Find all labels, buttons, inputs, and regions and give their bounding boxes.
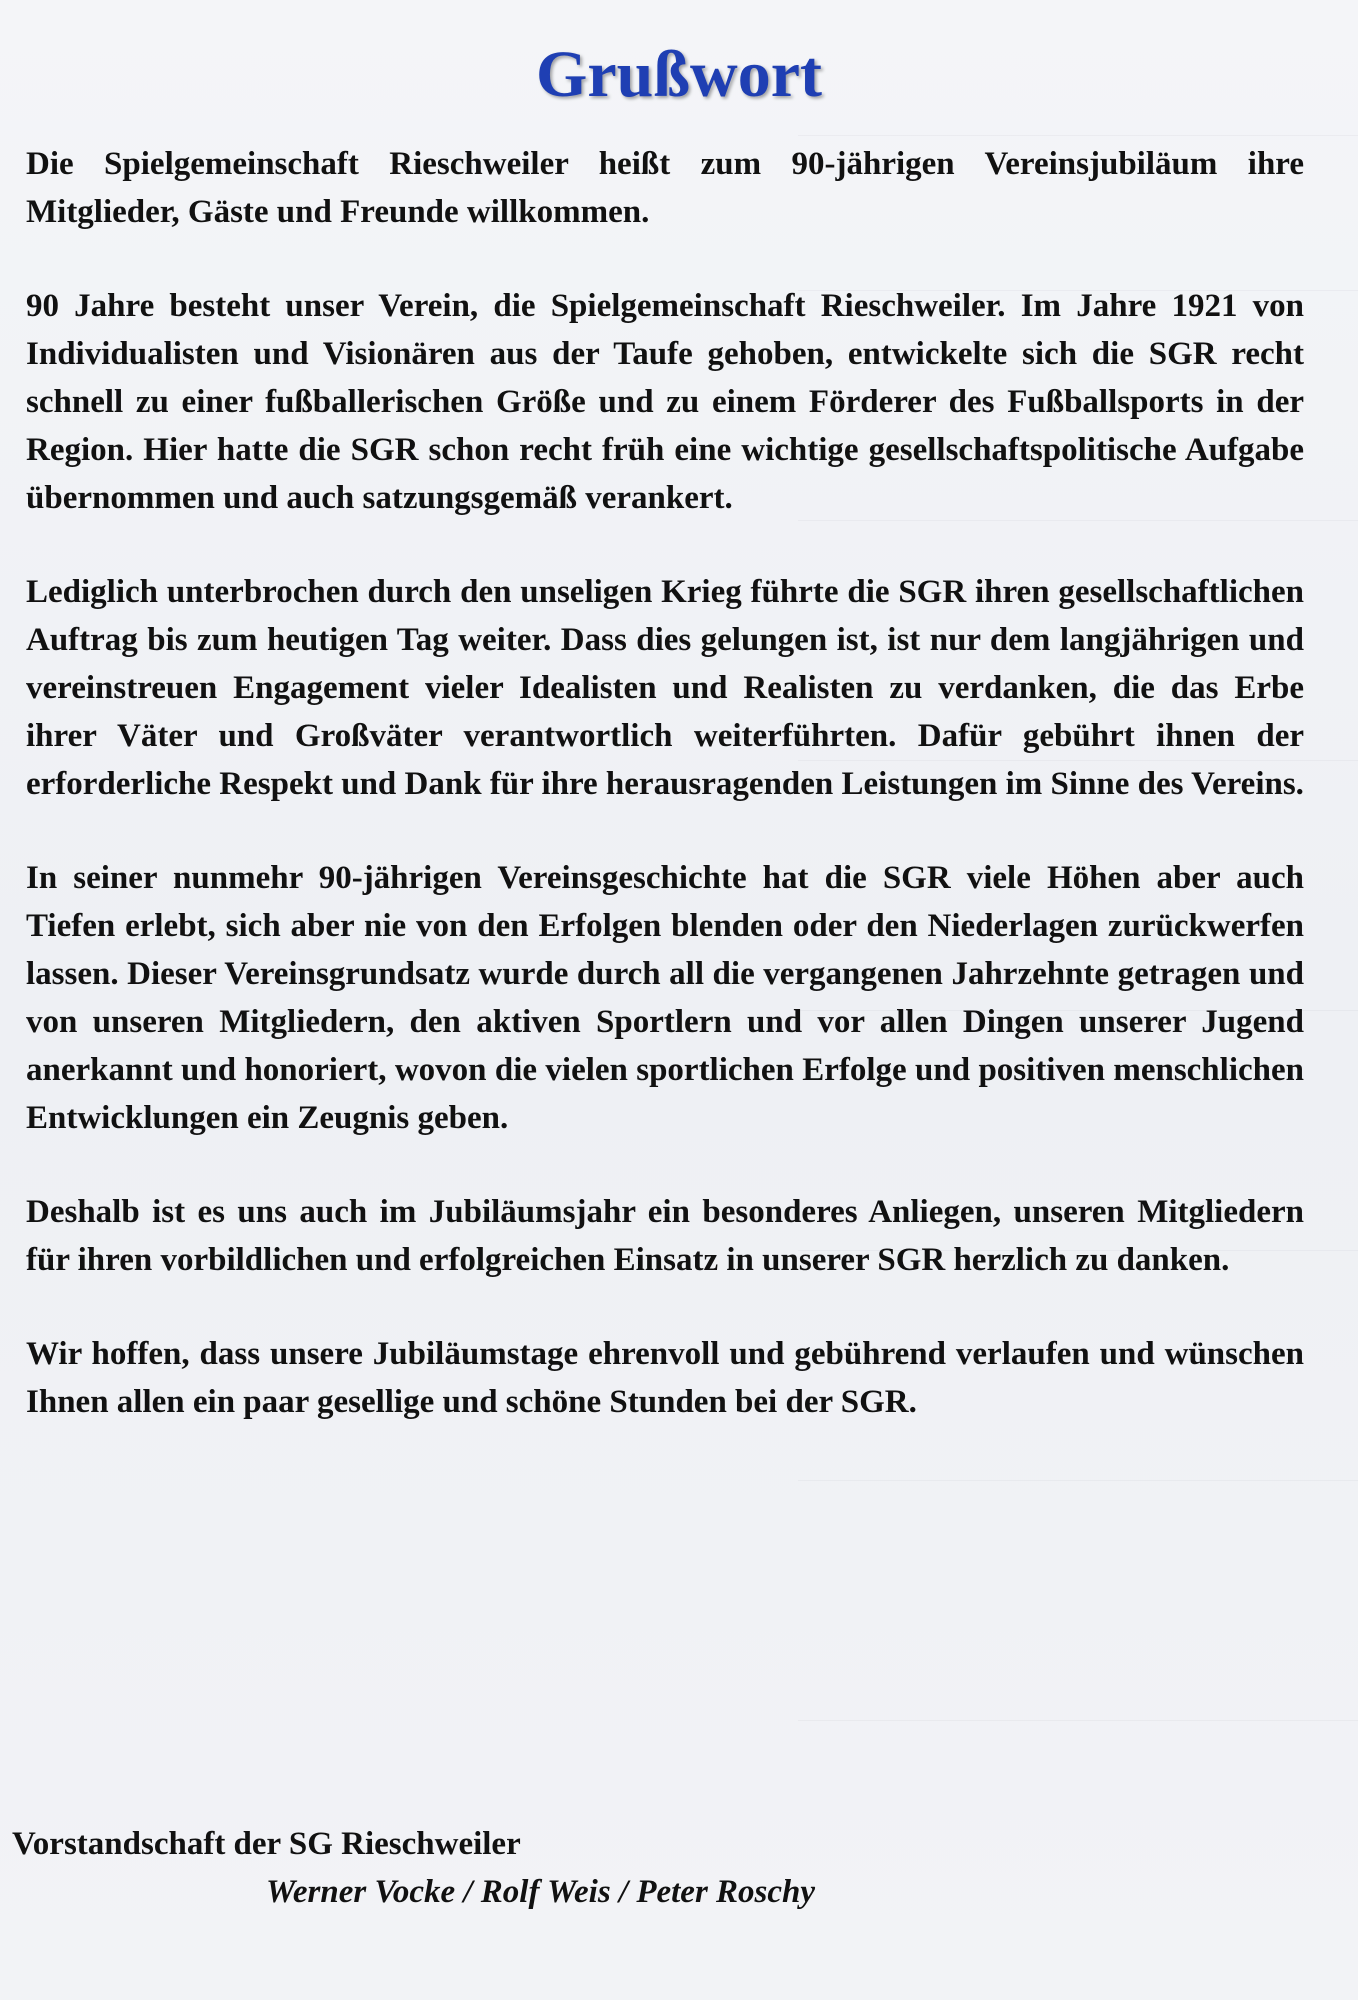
- paragraph-history: 90 Jahre besteht unser Verein, die Spielgemeinschaft Rieschweiler. Im Jahre 1921 von Individualisten und Visionären aus der Taufe gehoben, entwickelte sich die SGR recht schnell zu einer fußballerischen Größe und zu einem Förderer des Fußballsports in der Region. Hier hatte die SGR schon recht früh eine wichtige gesellschaftspolitische Aufgabe übernommen und auch satzungsgemäß verankert.: [26, 288, 1304, 516]
- body-text: [26, 140, 1304, 1472]
- signature-organization: Vorstandschaft der SG Rieschweiler: [12, 1826, 521, 1862]
- paragraph-welcome: Die Spielgemeinschaft Rieschweiler heißt zum 90-jährigen Vereinsjubiläum ihre Mitglieder, Gäste und Freunde willkommen.: [26, 146, 1304, 230]
- paragraph-ups-and-downs: In seiner nunmehr 90-jährigen Vereinsgeschichte hat die SGR viele Höhen aber auch Tiefen erlebt, sich aber nie von den Erfolgen blenden oder den Niederlagen zurückwerfen lassen. Dieser Vereinsgrundsatz wurde durch all die vergangenen Jahrzehnte getragen und von unseren Mitgliedern, den aktiven Sportlern und vor allen Dingen unserer Jugend anerkannt und honoriert, wovon die vielen sportlichen Erfolge und positiven menschlichen Entwicklungen ein Zeugnis geben.: [26, 860, 1304, 1136]
- page-title: Grußwort: [536, 38, 822, 111]
- paragraph-wishes: Wir hoffen, dass unsere Jubiläumstage ehrenvoll und gebührend verlaufen und wünschen Ihnen allen ein paar gesellige und schöne Stunden bei der SGR.: [26, 1336, 1304, 1420]
- signature-block: [12, 1820, 1332, 1916]
- paragraph-engagement: Lediglich unterbrochen durch den unseligen Krieg führte die SGR ihren gesellschaftlichen Auftrag bis zum heutigen Tag weiter. Dass dies gelungen ist, ist nur dem langjährigen und vereinstreuen Engagement vieler Idealisten und Realisten zu verdanken, die das Erbe ihrer Väter und Großväter verantwortlich weiterführten. Dafür gebührt ihnen der erforderliche Respekt und Dank für ihre herausragenden Leistungen im Sinne des Vereins.: [26, 574, 1304, 802]
- signature-names: Werner Vocke / Rolf Weis / Peter Roschy: [266, 1874, 816, 1910]
- paragraph-thanks: Deshalb ist es uns auch im Jubiläumsjahr ein besonderes Anliegen, unseren Mitgliedern für ihren vorbildlichen und erfolgreichen Einsatz in unserer SGR herzlich zu danken.: [26, 1194, 1304, 1278]
